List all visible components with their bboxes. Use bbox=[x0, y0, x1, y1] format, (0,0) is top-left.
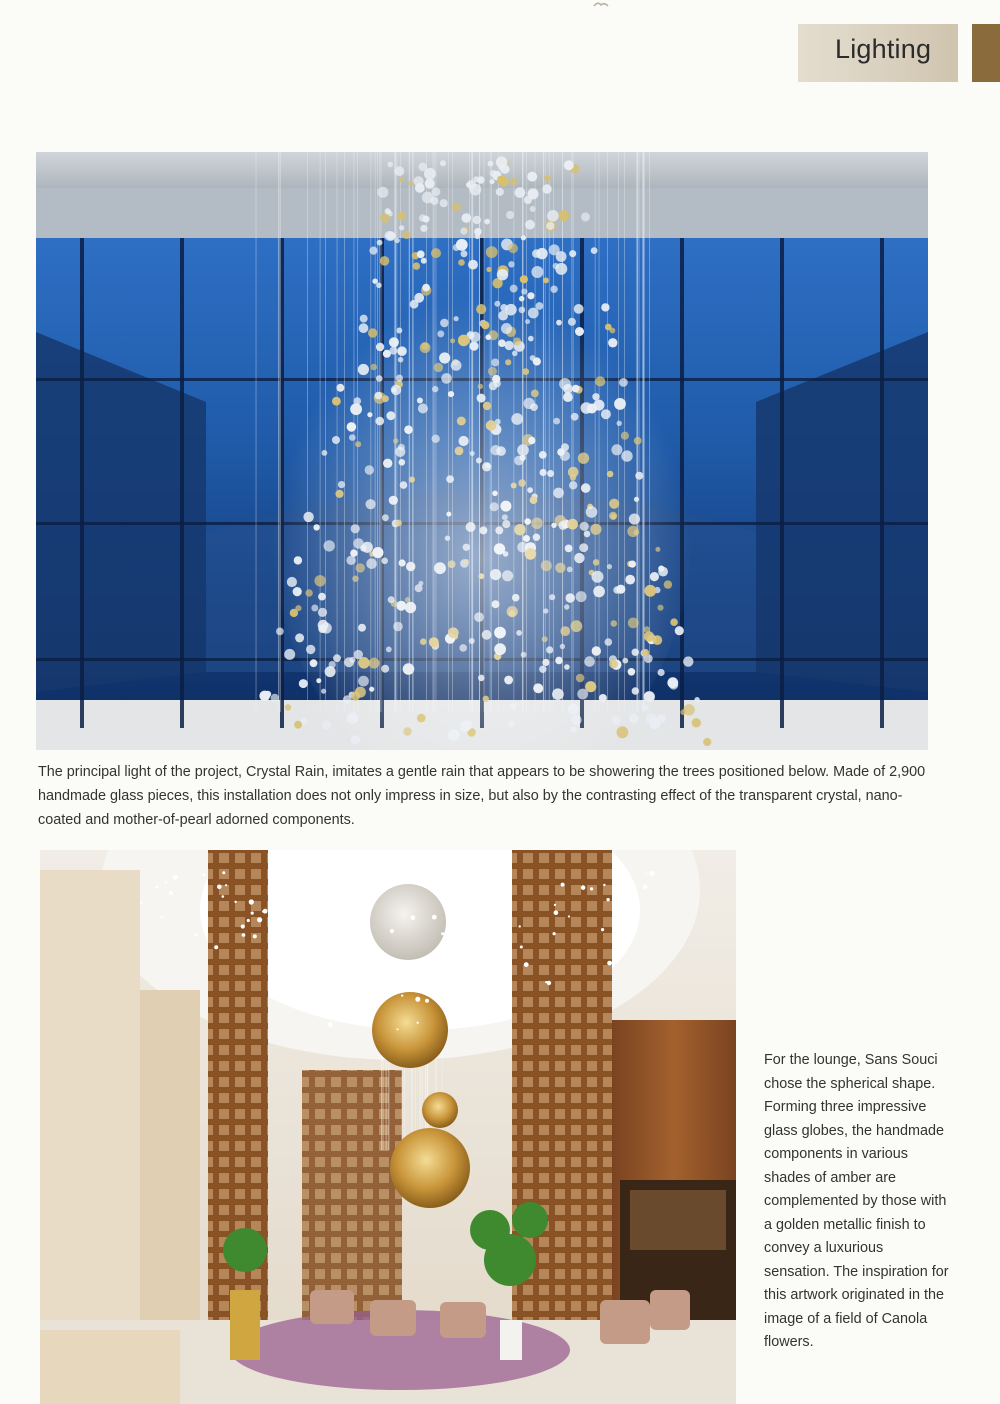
lounge-caption-text: For the lounge, Sans Souci chose the spherical shape. Forming three impressive glass globes, the handmade components in various shades of amber are complemented by those with a golden metallic finish to convey a luxurious sensation. The inspiration for this artwork originated in the image of a field of Canola flowers. bbox=[764, 1052, 949, 1350]
decorative-mark bbox=[592, 0, 610, 10]
section-label: Lighting bbox=[835, 34, 932, 64]
crystal-rain-caption bbox=[38, 760, 943, 832]
lounge-photo bbox=[40, 850, 736, 1404]
crystal-rain-caption-text: The principal light of the project, Crystal Rain, imitates a gentle rain that appears to be showering the trees positioned below. Made of 2,900 handmade glass pieces, this installation does not only impress in size, but also by the contrasting effect of the transparent crystal, nano-coated and mother-of-pearl adorned components. bbox=[38, 764, 926, 828]
lounge-caption bbox=[764, 1049, 949, 1355]
crystal-rain-photo bbox=[36, 152, 928, 750]
section-tab-edge bbox=[972, 24, 1000, 82]
